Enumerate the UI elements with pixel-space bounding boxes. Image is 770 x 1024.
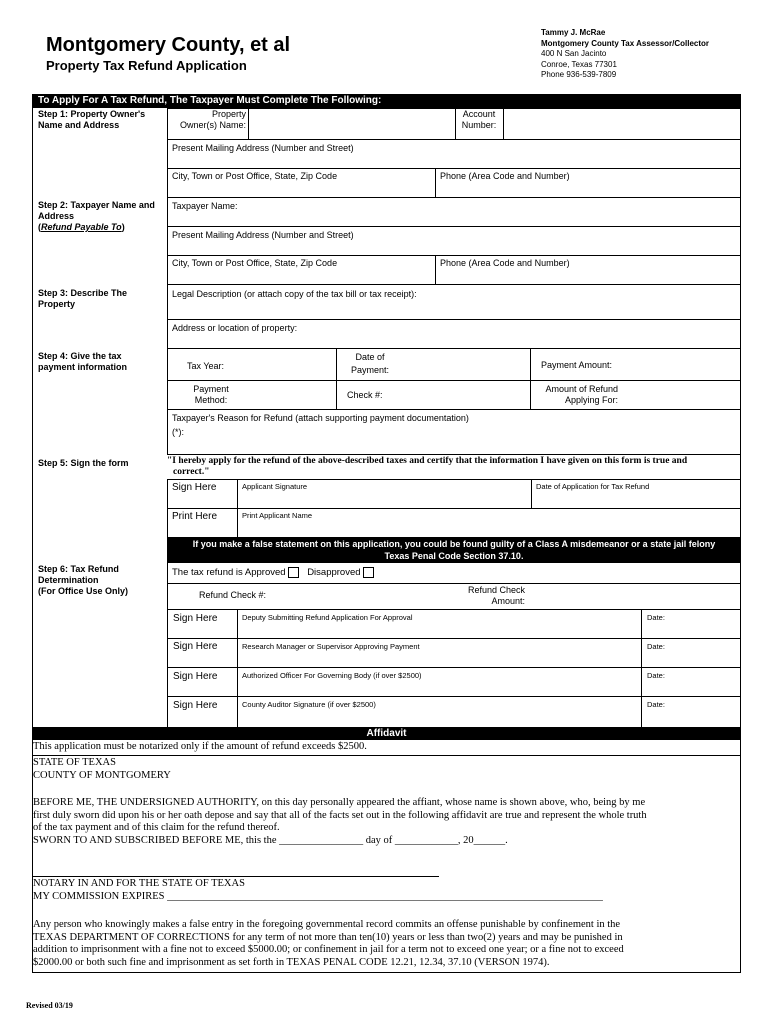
payment-amount-label: Payment Amount: bbox=[541, 360, 613, 370]
refund-amount-line1: Amount of Refund bbox=[545, 384, 618, 394]
affidavit-county: COUNTY OF MONTGOMERY bbox=[33, 770, 171, 781]
deputy-date-field[interactable] bbox=[643, 624, 739, 637]
approved-label: The tax refund is Approved bbox=[172, 567, 286, 579]
approval-sig-row-4-sign-here: Sign Here bbox=[173, 700, 218, 711]
county-title: Montgomery County, et al bbox=[46, 34, 291, 56]
certification-text bbox=[167, 456, 739, 478]
refund-check-amount-label bbox=[455, 585, 525, 607]
disapproved-checkbox[interactable] bbox=[363, 567, 374, 578]
step2-city-field[interactable] bbox=[169, 269, 433, 283]
assessor-phone: Phone 936-539-7809 bbox=[541, 70, 617, 79]
date-of-payment-line1: Date of bbox=[355, 352, 385, 362]
account-label-line2: Number: bbox=[461, 120, 497, 130]
research-manager-signature-field[interactable] bbox=[239, 653, 639, 666]
refund-reason-field[interactable] bbox=[167, 409, 741, 455]
payment-method-line1: Payment bbox=[193, 384, 229, 394]
step6-title-line1: Step 6: Tax Refund bbox=[38, 564, 119, 574]
step4-title: Step 4: Give the tax payment information bbox=[38, 351, 128, 372]
refund-reason-label bbox=[168, 410, 740, 441]
step2-phone-field[interactable] bbox=[437, 269, 738, 283]
account-divider-right bbox=[503, 108, 504, 140]
refund-check-amount-field[interactable] bbox=[530, 585, 738, 608]
check-number-field[interactable] bbox=[388, 382, 528, 408]
date-of-payment-label bbox=[340, 352, 400, 376]
date-of-payment-field[interactable] bbox=[404, 350, 528, 379]
payment-method-line2: Method: bbox=[194, 395, 228, 405]
approval-controls bbox=[172, 567, 374, 578]
refund-check-number-label: Refund Check #: bbox=[199, 590, 267, 600]
approval-sig-row-4-date-label: Date: bbox=[647, 700, 665, 709]
sign-here-label: Sign Here bbox=[172, 482, 217, 493]
affidavit-body-line1: BEFORE ME, THE UNDERSIGNED AUTHORITY, on this day personally appeared the affiant, whose name is shown above, who, being by me bbox=[33, 797, 646, 808]
refund-amount-line2: Applying For: bbox=[564, 395, 618, 405]
tax-year-field[interactable] bbox=[240, 350, 334, 379]
approval-sig-row-3-div1 bbox=[237, 668, 238, 696]
step2-city-label: City, Town or Post Office, State, Zip Code bbox=[172, 258, 338, 268]
step2-title-text: Step 2: Taxpayer Name and Address bbox=[38, 200, 155, 221]
penalty-line3: addition to imprisonment with a fine not to exceed $5000.00; or confinement in jail for a term not to exceed one year; or a fine not to exceed bbox=[33, 944, 624, 955]
account-number-label bbox=[456, 109, 502, 131]
approval-sig-row-3-label: Authorized Officer For Governing Body (if over $2500) bbox=[242, 671, 422, 680]
sign-row-div1 bbox=[237, 479, 238, 509]
application-date-label: Date of Application for Tax Refund bbox=[536, 482, 650, 491]
step2-mailing-field[interactable] bbox=[167, 226, 741, 256]
step1-city-divider bbox=[435, 168, 436, 198]
research-manager-date-field[interactable] bbox=[643, 653, 739, 666]
step2-city-divider bbox=[435, 255, 436, 285]
authorized-officer-date-field[interactable] bbox=[643, 682, 739, 695]
step2-title: Step 2: Taxpayer Name and Address (Refund Payable To) bbox=[38, 200, 155, 232]
step1-phone-field[interactable] bbox=[437, 182, 738, 196]
payment-amount-field[interactable] bbox=[620, 350, 738, 379]
step1-mailing-field[interactable] bbox=[167, 139, 741, 169]
penalty-line4: $2000.00 or both such fine and imprisonment as set forth in TEXAS PENAL CODE 12.21, 12.34, 37.10 (VERSON 1974). bbox=[33, 956, 550, 968]
assessor-name: Tammy J. McRae bbox=[541, 28, 606, 37]
county-auditor-signature-field[interactable] bbox=[239, 711, 639, 725]
penalty-line1: Any person who knowingly makes a false entry in the foregoing governmental record commits an offense punishable by confinement in the bbox=[33, 919, 621, 930]
step6-title-line3: (For Office Use Only) bbox=[38, 586, 129, 596]
instructions-bar: To Apply For A Tax Refund, The Taxpayer Must Complete The Following: bbox=[32, 94, 741, 108]
check-number-label: Check #: bbox=[347, 390, 383, 400]
refund-amount-label bbox=[532, 384, 618, 406]
step3-title: Step 3: Describe The Property bbox=[38, 288, 128, 309]
applicant-signature-field[interactable] bbox=[239, 493, 529, 507]
revised-date: Revised 03/19 bbox=[26, 1001, 73, 1010]
step6-title bbox=[38, 564, 158, 597]
step5-title: Step 5: Sign the form bbox=[38, 458, 129, 468]
property-location-label: Address or location of property: bbox=[172, 323, 298, 333]
approval-sig-row-4-label: County Auditor Signature (if over $2500) bbox=[242, 700, 376, 709]
taxpayer-name-label: Taxpayer Name: bbox=[172, 201, 238, 211]
approval-sig-row-1-date-label: Date: bbox=[647, 613, 665, 622]
approval-sig-row-2-label: Research Manager or Supervisor Approving Payment bbox=[242, 642, 420, 651]
authorized-officer-signature-field[interactable] bbox=[239, 682, 639, 695]
refund-reason-line1: Taxpayer's Reason for Refund (attach supporting payment documentation) bbox=[172, 413, 469, 423]
step1-title: Step 1: Property Owner's Name and Address bbox=[38, 109, 146, 130]
approval-sig-row-4-div2 bbox=[641, 697, 642, 727]
step2-refund-payable: Refund Payable To bbox=[41, 222, 122, 232]
tax-year-label: Tax Year: bbox=[187, 361, 225, 371]
step1-city-field[interactable] bbox=[169, 182, 433, 196]
county-auditor-date-field[interactable] bbox=[643, 711, 739, 725]
certification-line2: correct." bbox=[173, 467, 210, 477]
payment-method-label bbox=[182, 384, 240, 406]
step1-city-label: City, Town or Post Office, State, Zip Code bbox=[172, 171, 338, 181]
penalty-notice bbox=[33, 919, 738, 969]
certification-line1: "I hereby apply for the refund of the above-described taxes and certify that the information I have given on this form is true and bbox=[167, 456, 688, 466]
refund-reason-line2: (*): bbox=[172, 427, 184, 437]
affidavit-notarize-note: This application must be notarized only if the amount of refund exceeds $2500. bbox=[33, 741, 367, 752]
affidavit-body bbox=[33, 797, 738, 847]
notary-signature-line[interactable] bbox=[33, 876, 439, 877]
approval-sig-row-2 bbox=[167, 638, 741, 668]
deputy-signature-field[interactable] bbox=[239, 624, 639, 637]
affidavit-body-line3: of the tax payment and of this claim for the refund thereof. bbox=[33, 822, 280, 833]
assessor-title: Montgomery County Tax Assessor/Collector bbox=[541, 38, 710, 48]
approval-sig-row-1-label: Deputy Submitting Refund Application For Approval bbox=[242, 613, 413, 622]
print-name-label: Print Applicant Name bbox=[242, 511, 313, 520]
affidavit-title: Affidavit bbox=[32, 727, 741, 740]
approved-checkbox[interactable] bbox=[288, 567, 299, 578]
approval-sig-row-3-sign-here: Sign Here bbox=[173, 671, 218, 682]
approval-sig-row-2-sign-here: Sign Here bbox=[173, 641, 218, 652]
step1-phone-label: Phone (Area Code and Number) bbox=[440, 171, 570, 181]
approval-sig-row-1-div1 bbox=[237, 610, 238, 638]
penalty-line2: TEXAS DEPARTMENT OF CORRECTIONS for any term of not more than ten(10) years or less than two(2) years and may be punished in bbox=[33, 931, 623, 943]
affidavit-sworn: SWORN TO AND SUBSCRIBED BEFORE ME, this the ________________ day of ____________, 20______. bbox=[33, 834, 508, 846]
payment-row2-div1 bbox=[336, 380, 337, 410]
affidavit-body-line2: first duly sworn did upon his or her oath depose and say that all of the facts set out in the following affidavit are true and represent the whole truth bbox=[33, 809, 647, 821]
property-location-field[interactable] bbox=[167, 319, 741, 349]
refund-check-amount-line1: Refund Check bbox=[467, 585, 525, 595]
warning-line2: Texas Penal Code Section 37.10. bbox=[384, 551, 524, 561]
approval-sig-row-2-date-label: Date: bbox=[647, 642, 665, 651]
application-date-field[interactable] bbox=[533, 493, 738, 507]
assessor-address-1: 400 N San Jacinto bbox=[541, 49, 607, 58]
payment-method-field[interactable] bbox=[242, 382, 334, 408]
print-here-label: Print Here bbox=[172, 511, 218, 522]
applicant-signature-label: Applicant Signature bbox=[242, 482, 308, 491]
owner-label-line2: Owner(s) Name: bbox=[179, 120, 246, 130]
form-title: Property Tax Refund Application bbox=[46, 58, 247, 73]
step2-mailing-label: Present Mailing Address (Number and Street) bbox=[172, 230, 354, 240]
account-number-field[interactable] bbox=[505, 110, 739, 138]
sign-row-div2 bbox=[531, 479, 532, 509]
approval-sig-row-1-sign-here: Sign Here bbox=[173, 613, 218, 624]
account-label-line1: Account bbox=[462, 109, 496, 119]
approval-sig-row-3 bbox=[167, 667, 741, 697]
owner-label-line1: Property bbox=[211, 109, 246, 119]
disapproved-label: Disapproved bbox=[307, 567, 361, 579]
payment-row1-div1 bbox=[336, 348, 337, 381]
payment-row2-div2 bbox=[530, 380, 531, 410]
refund-amount-field[interactable] bbox=[620, 382, 738, 408]
print-name-field[interactable] bbox=[239, 522, 739, 536]
step1-mailing-label: Present Mailing Address (Number and Street) bbox=[172, 143, 354, 153]
assessor-address-2: Conroe, Texas 77301 bbox=[541, 59, 617, 69]
approval-sig-row-3-div2 bbox=[641, 668, 642, 696]
print-row-div bbox=[237, 508, 238, 538]
approval-sig-row-1 bbox=[167, 609, 741, 639]
approval-sig-row-4-div1 bbox=[237, 697, 238, 727]
approval-sig-row-4 bbox=[167, 696, 741, 728]
affidavit-state: STATE OF TEXAS bbox=[33, 757, 116, 768]
affidavit-divider bbox=[32, 755, 741, 756]
owner-name-field[interactable] bbox=[250, 110, 453, 138]
assessor-block bbox=[541, 28, 709, 81]
commission-expires: MY COMMISSION EXPIRES ___________________________________________________________________________________ bbox=[33, 891, 603, 902]
false-statement-warning bbox=[167, 537, 741, 563]
payment-row1-div2 bbox=[530, 348, 531, 381]
legal-description-label: Legal Description (or attach copy of the tax bill or tax receipt): bbox=[172, 289, 417, 299]
approval-sig-row-2-div2 bbox=[641, 639, 642, 667]
taxpayer-name-field[interactable] bbox=[167, 197, 741, 227]
form-bottom-border bbox=[32, 972, 741, 973]
step6-title-line2: Determination bbox=[38, 575, 99, 585]
owner-divider bbox=[248, 108, 249, 140]
approval-sig-row-2-div1 bbox=[237, 639, 238, 667]
refund-check-amount-line2: Amount: bbox=[491, 596, 525, 606]
legal-description-field[interactable] bbox=[167, 284, 741, 320]
refund-check-number-field[interactable] bbox=[270, 585, 450, 608]
notary-label: NOTARY IN AND FOR THE STATE OF TEXAS bbox=[33, 878, 245, 889]
approval-sig-row-3-date-label: Date: bbox=[647, 671, 665, 680]
date-of-payment-line2: Payment: bbox=[350, 365, 390, 375]
owner-name-label bbox=[170, 109, 246, 131]
warning-line1: If you make a false statement on this application, you could be found guilty of a Class A misdemeanor or a state jail felony bbox=[192, 539, 716, 549]
approval-sig-row-1-div2 bbox=[641, 610, 642, 638]
step2-phone-label: Phone (Area Code and Number) bbox=[440, 258, 570, 268]
